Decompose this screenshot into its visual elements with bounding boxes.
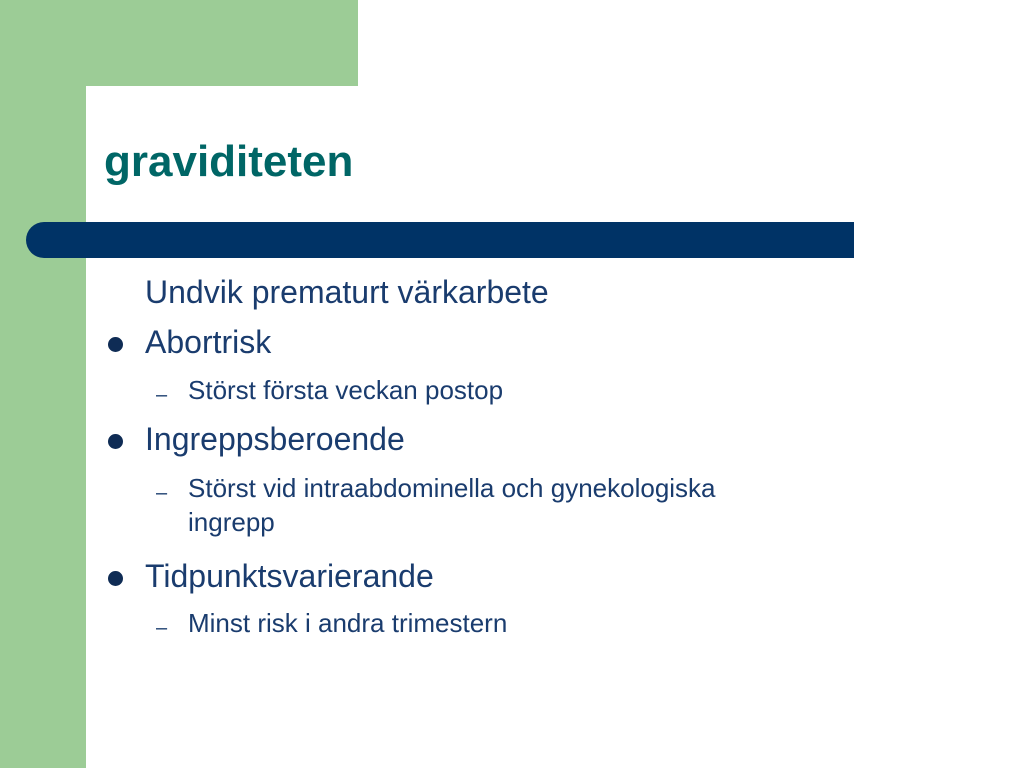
dash-icon: – xyxy=(156,617,168,639)
sub-bullet-ingreppsberoende-2: ingrepp xyxy=(188,507,275,537)
bullet-abortrisk: Abortrisk xyxy=(145,324,272,360)
bullet-ingreppsberoende: Ingreppsberoende xyxy=(145,421,405,457)
bullet-dot-icon xyxy=(108,434,123,449)
dash-icon: – xyxy=(156,482,168,504)
sub-bullet-abortrisk-1: Störst första veckan postop xyxy=(188,375,504,405)
slide-title: graviditeten xyxy=(104,137,354,186)
bullet-dot-icon xyxy=(108,337,123,352)
sub-bullet-ingreppsberoende-1: Störst vid intraabdominella och gynekologiska xyxy=(188,473,716,503)
dash-icon: – xyxy=(156,384,168,406)
bullet-dot-icon xyxy=(108,571,123,586)
intro-line: Undvik prematurt värkarbete xyxy=(145,274,549,310)
bullet-tidpunktsvarierande: Tidpunktsvarierande xyxy=(145,558,434,594)
sub-bullet-tidpunktsvarierande-1: Minst risk i andra trimestern xyxy=(188,608,508,638)
